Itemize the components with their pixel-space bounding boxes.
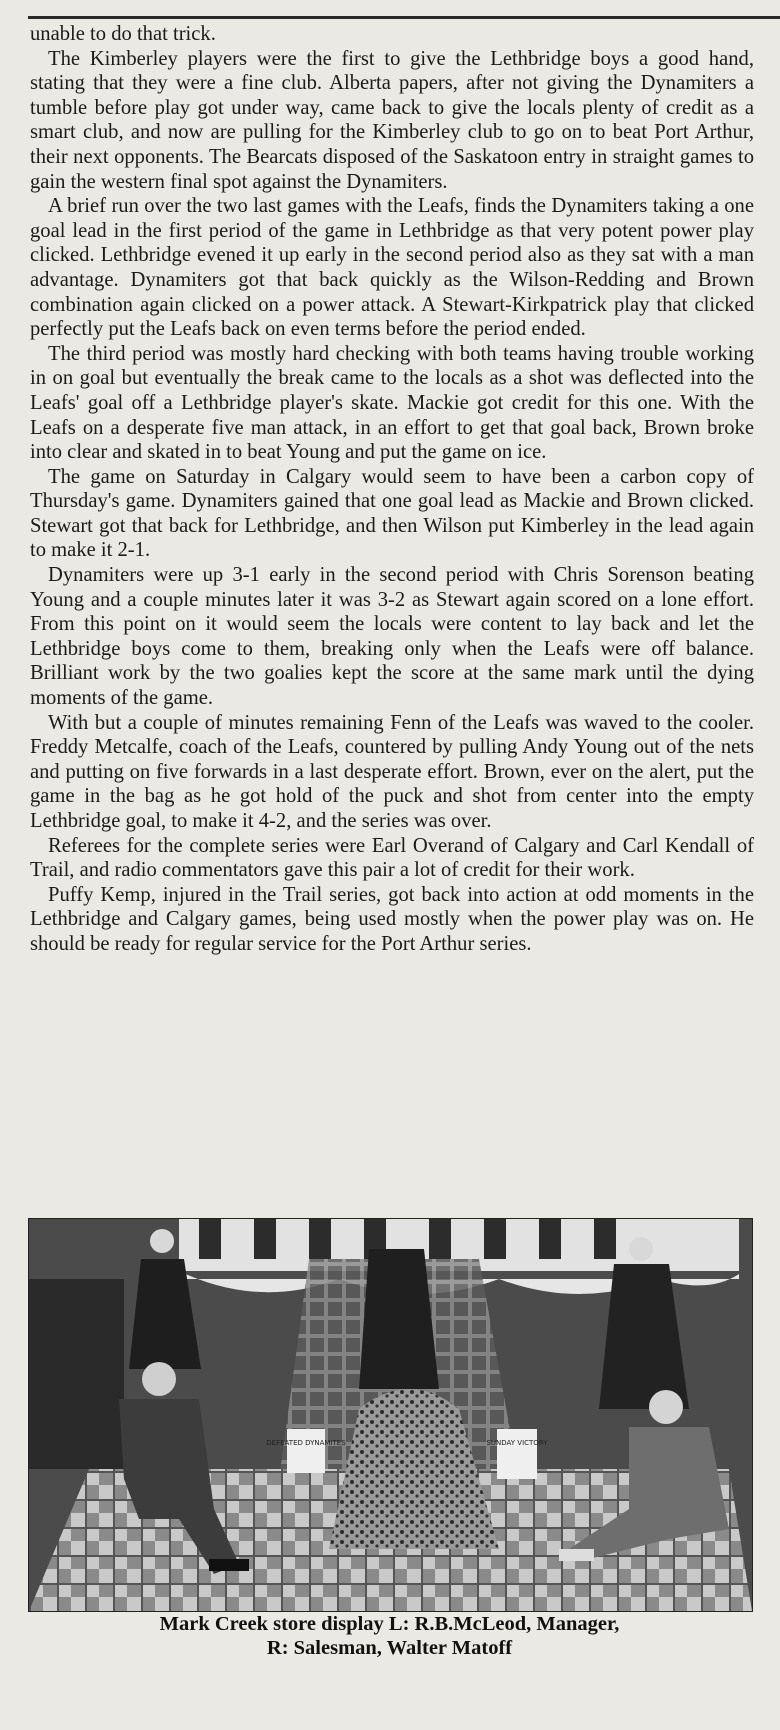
paragraph-9: Puffy Kemp, injured in the Trail series, got back into action at odd moments in the Lethbridge and Calgary games, being used mostly when the power play was on. He should be ready for regular service for the Port Arthur series. bbox=[30, 883, 754, 955]
paragraph-8: Referees for the complete series were Earl Overand of Calgary and Carl Kendall of Trail, and radio commentators gave this pair a lot of credit for their work. bbox=[30, 834, 754, 882]
paragraph-6: Dynamiters were up 3-1 early in the second period with Chris Sorenson beating Young and a couple minutes later it was 3-2 as Stewart again scored on a lone effort. From this point on it would seem the locals were content to lay back and let the Lethbridge boys come to them, breaking only when the Leafs were off balance. Brilliant work by the two goalies kept the score at the same mark until the dying moments of the game. bbox=[30, 564, 754, 710]
caption-line-1: Mark Creek store display L: R.B.McLeod, Manager, bbox=[159, 1613, 620, 1635]
caption-line-2: R: Salesman, Walter Matoff bbox=[266, 1637, 513, 1659]
article-body bbox=[30, 22, 754, 957]
top-rule bbox=[28, 16, 780, 19]
photo-caption bbox=[28, 1612, 751, 1660]
paragraph-3: A brief run over the two last games with the Leafs, finds the Dynamiters taking a one goal lead in the first period of the game in Lethbridge as that very potent power play clicked. Lethbridge evened it up early in the second period also as they sat with a man advantage. Dynamiters got that back quickly as the Wilson-Redding and Brown combination again clicked on a power attack. A Stewart-Kirkpatrick play that clicked perfectly put the Leafs back on even terms before the period ended. bbox=[30, 195, 754, 341]
paragraph-4: The third period was mostly hard checking with both teams having trouble working in on goal but eventually the break came to the locals as a shot was deflected into the Leafs' goal off a Lethbridge player's skate. Mackie got credit for this one. With the Leafs on a desperate five man attack, in an effort to get that goal back, Brown broke into clear and skated in to beat Young and put the game on ice. bbox=[30, 342, 754, 464]
paragraph-7: With but a couple of minutes remaining Fenn of the Leafs was waved to the cooler. Freddy Metcalfe, coach of the Leafs, countered by pulling Andy Young out of the nets and putting on five forwards in a last desperate effort. Brown, ever on the alert, put the game in the bag as he got hold of the puck and shot from center into the empty Lethbridge goal, to make it 4-2, and the series was over. bbox=[30, 711, 754, 832]
paragraph-2: The Kimberley players were the first to give the Lethbridge boys a good hand, stating that they were a fine club. Alberta papers, after not giving the Dynamiters a tumble before play got under way, came back to give the locals plenty of credit as a smart club, and now are pulling for the Kimberley club to go on to beat Port Arthur, their next opponents. The Bearcats disposed of the Saskatoon entry in straight games to gain the western final spot against the Dynamiters. bbox=[30, 47, 754, 193]
store-display-photo bbox=[28, 1218, 753, 1612]
sign-left-text: DEFEATED DYNAMITES bbox=[266, 1439, 346, 1447]
paragraph-1: unable to do that trick. bbox=[30, 23, 216, 45]
sign-right-text: SUNDAY VICTORY bbox=[486, 1439, 548, 1447]
paragraph-5: The game on Saturday in Calgary would seem to have been a carbon copy of Thursday's game. Dynamiters gained that one goal lead as Mackie and Brown clicked. Stewart got that back for Lethbridge, and then Wilson put Kimberley in the lead again to make it 2-1. bbox=[30, 465, 754, 562]
